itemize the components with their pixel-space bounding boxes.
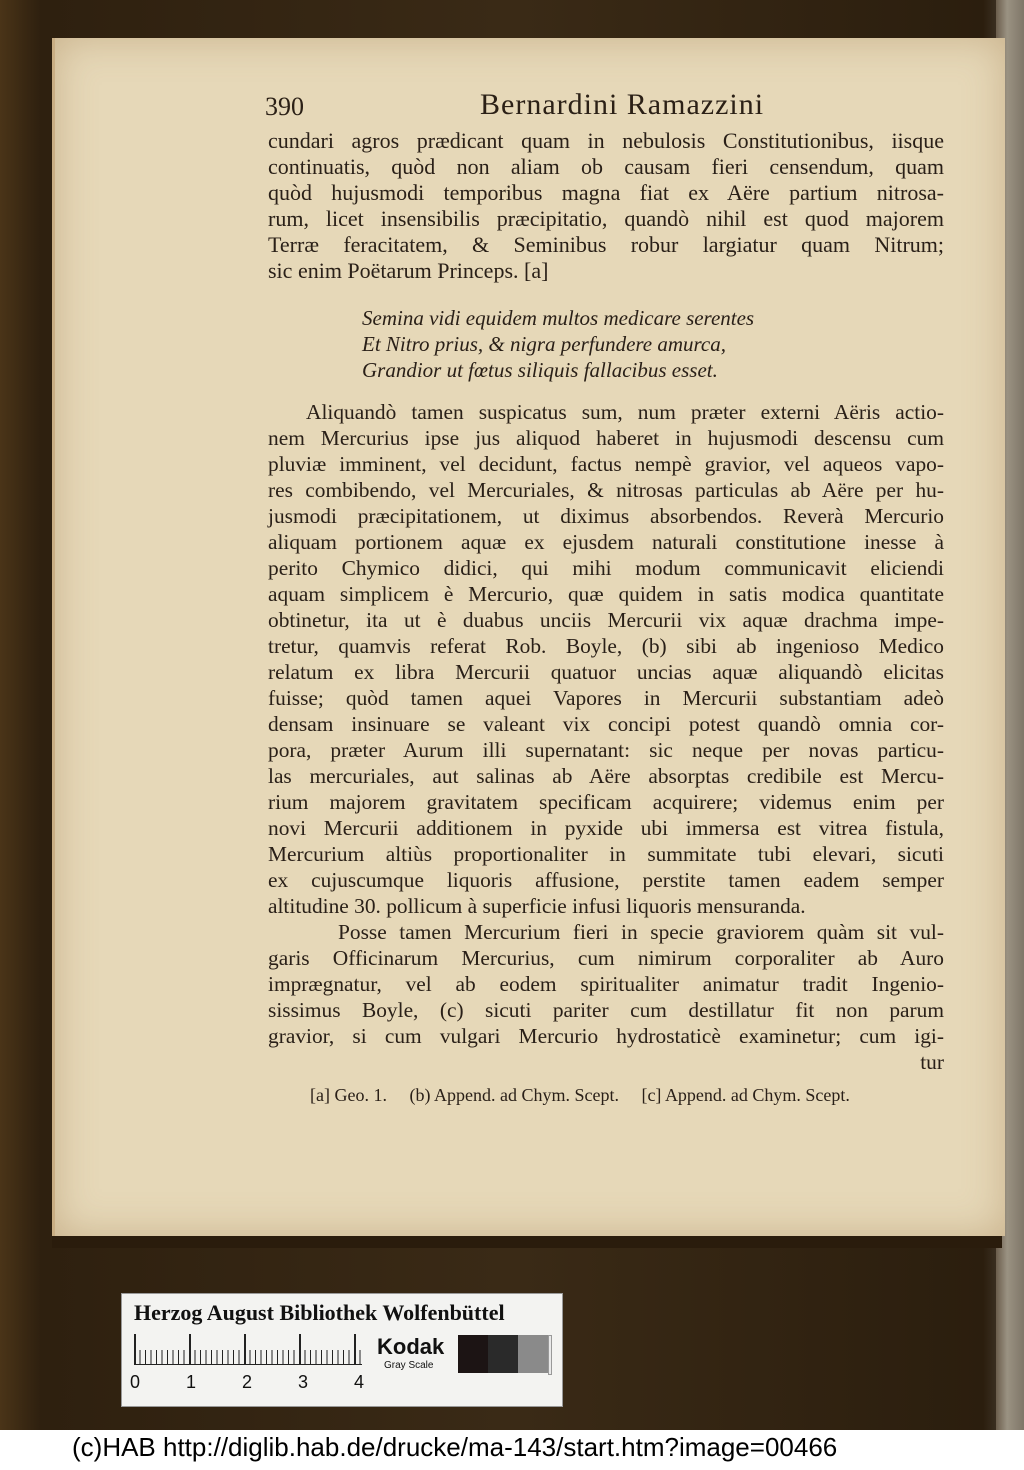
text-line: nem Mercurius ipse jus aliquod haberet in hujusmodi descensu cum [268,426,944,450]
ruler-label: 2 [242,1372,253,1392]
text-line: densam insinuare se valeant vix concipi potest quandò omnia cor- [268,712,944,736]
text-line: rium majorem gravitatem specificam acquirere; videmus enim per [268,790,944,814]
verse-line: Grandior ut fœtus siliquis fallacibus esset. [362,358,718,382]
text-line: continuatis, quòd non aliam ob causam fieri censendum, quam [268,154,944,179]
text-line: jusmodi præcipitationem, ut diximus absorbendos. Reverà Mercurio [268,504,944,528]
ruler-labels [130,1372,370,1396]
text-line: fuisse; quòd tamen aquei Vapores in Mercurii substantiam adeò [268,686,944,710]
text-line: obtinetur, ita ut è duabus unciis Mercurii vix aquæ drachma impe- [268,608,944,632]
gray-swatch-light [548,1335,552,1375]
text-line: gravior, si cum vulgari Mercurio hydrostaticè examinetur; cum igi- [268,1024,944,1048]
page-number: 390 [265,92,304,121]
verse-line: Semina vidi equidem multos medicare serentes [362,306,755,330]
page-header [265,88,965,128]
text-line: pora, præter Aurum illi supernatant: sic neque per novas particu- [268,738,944,762]
text-line: garis Officinarum Mercurius, cum nimirum corporaliter ab Auro [268,946,944,970]
verse-quotation [362,305,922,383]
footer-bar [0,1430,1024,1470]
text-line: tretur, quamvis referat Rob. Boyle, (b) sibi ab ingenioso Medico [268,634,944,658]
text-line: novi Mercurii additionem in pyxide ubi immersa est vitrea fistula, [268,816,944,840]
catchword: tur [920,1050,944,1074]
footnote: (b) Append. ad Chym. Scept. [409,1085,619,1105]
gray-swatch-dark [488,1335,518,1373]
ruler-label: 4 [354,1372,365,1392]
paragraph-1 [268,128,944,284]
ruler-tick [354,1334,356,1364]
text-line: rum, licet insensibilis præcipitatio, quandò nihil est quod majorem [268,206,944,231]
text-line: Mercurium altiùs proportionaliter in summitate tubi elevari, sicuti [268,842,944,866]
text-line: quòd hujusmodi temporibus magna fiat ex Aëre partium nitrosa- [268,180,944,205]
ruler-label: 0 [130,1372,141,1392]
text-line: Posse tamen Mercurium fieri in specie graviorem quàm sit vul- [338,920,944,944]
ruler-tick [244,1334,246,1364]
ruler-tick [299,1334,301,1364]
gray-swatch-mid [518,1335,548,1373]
ruler-tick [134,1334,136,1364]
text-line: ex cujuscumque liquoris affusione, perstite tamen eadem semper [268,868,944,892]
text-line: aquam simplicem è Mercurio, quæ quidem in satis modica quantitate [268,582,944,606]
text-line: perito Chymico didici, qui mihi modum communicavit eliciendi [268,556,944,580]
gray-scale-label: Gray Scale [384,1360,434,1371]
text-line: res combibendo, vel Mercuriales, & nitrosas particulas ab Aëre per hu- [268,478,944,502]
footnote: [a] Geo. 1. [310,1085,387,1105]
text-line: sissimus Boyle, (c) sicuti pariter cum destillatur fit non parum [268,998,944,1022]
text-line: imprægnatur, vel ab eodem spiritualiter animatur tradit Ingenio- [268,972,944,996]
paragraph-2-3 [268,400,944,1076]
ruler-tick [189,1334,191,1364]
text-line: Aliquandò tamen suspicatus sum, num præter externi Aëris actio- [306,400,944,424]
footnote: [c] Append. ad Chym. Scept. [641,1085,850,1105]
text-line: cundari agros prædicant quam in nebulosis Constitutionibus, iisque [268,128,944,153]
gray-swatch-black [458,1335,488,1373]
copyright-citation: (c)HAB http://diglib.hab.de/drucke/ma-143/start.htm?image=00466 [72,1432,838,1462]
text-line: altitudine 30. pollicum à superficie infusi liquoris mensuranda. [268,894,806,918]
text-line: sic enim Poëtarum Princeps. [a] [268,258,549,283]
ruler-label: 3 [298,1372,309,1392]
library-name: Herzog August Bibliothek Wolfenbüttel [134,1300,505,1325]
page-shadow [52,1236,1002,1248]
running-head: Bernardini Ramazzini [480,88,765,121]
verse-line: Et Nitro prius, & nigra perfundere amurca, [362,332,726,356]
text-line: pluviæ imminent, vel decidunt, factus nempè gravior, vel aqueos vapo- [268,452,944,476]
text-line: aliquam portionem aquæ ex ejusdem naturali constitutione inesse à [268,530,944,554]
text-line: las mercuriales, aut salinas ab Aëre absorptas credibile est Mercu- [268,764,944,788]
color-target-card [121,1293,563,1407]
text-line: relatum ex libra Mercurii quatuor uncias aquæ aliquandò elicitas [268,660,944,684]
text-line: Terræ feracitatem, & Seminibus robur largiatur quam Nitrum; [268,232,944,257]
kodak-logo: Kodak [377,1334,445,1359]
measurement-ruler [134,1334,362,1365]
footnotes [310,1085,960,1106]
ruler-label: 1 [186,1372,197,1392]
